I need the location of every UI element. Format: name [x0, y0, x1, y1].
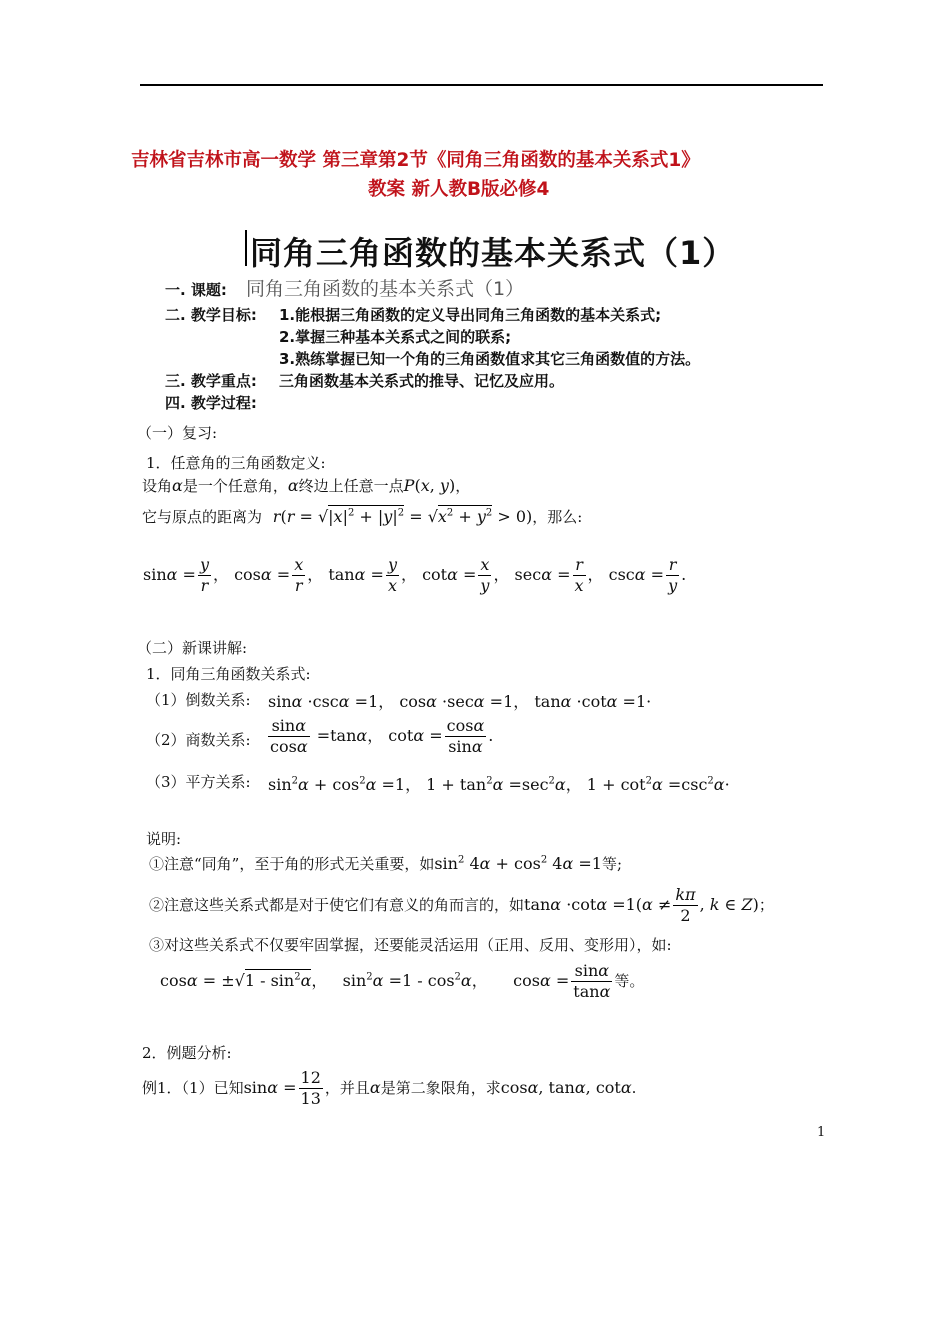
examples-heading: 2．例题分析: — [142, 1044, 232, 1062]
notes-heading: 说明: — [146, 830, 182, 848]
goal-2: 2.掌握三种基本关系式之间的联系; — [279, 328, 512, 346]
review-item-1: 1．任意角的三角函数定义: — [146, 454, 326, 472]
square-label: （3）平方关系: — [146, 773, 251, 791]
new-lesson-item-1: 1．同角三角函数关系式: — [146, 665, 311, 683]
course-value: 同角三角函数的基本关系式（1） — [246, 278, 525, 300]
process-label: 四. 教学过程: — [165, 394, 257, 412]
goal-3: 3.熟练掌握已知一个角的三角函数值求其它三角函数值的方法。 — [279, 350, 701, 368]
note-1: ①注意“同角”，至于角的形式无关重要，如$\sin^2 4\alpha + \cos^2 4\alpha =1$等; — [149, 854, 623, 873]
square-formulas: $\sin^2\alpha + \cos^2\alpha =1$， $1 + \tan^2\alpha =\sec^2\alpha$， $1 + \cot^2\alpha =\csc^2\alpha\cdot$ — [268, 775, 730, 794]
quotient-formulas: $\frac{\sin\alpha}{\cos\alpha}$ =tanα， cotα = $\frac{\cos\alpha}{\sin\alpha}$ . — [270, 716, 494, 756]
header-rule — [140, 84, 823, 86]
reciprocal-formulas: sinα ·cscα =1， cosα ·secα =1， tanα ·cotα =1· — [268, 692, 652, 711]
page-number: 1 — [817, 1125, 826, 1140]
definition-line: 设角α是一个任意角，α终边上任意一点P(x, y)， — [142, 476, 471, 495]
goals-label: 二. 教学目标: — [165, 306, 257, 324]
new-lesson-heading: （二）新课讲解: — [137, 639, 248, 657]
doc-title-line1: 吉林省吉林市高一数学 第三章第2节《同角三角函数的基本关系式1》 — [131, 150, 700, 171]
note-3-formulas: $\cos\alpha = \pm√1 - \sin^2\alpha$， $\sin^2\alpha =1 - \cos^2\alpha$， cosα = $\frac{\sin\alpha}{\tan\alpha}$ 等。 — [160, 961, 645, 1001]
note-2: ②注意这些关系式都是对于使它们有意义的角而言的，如tanα ·cotα =1(α ≠ $\frac{k\pi}{2}$ , k ∈ Z)； — [149, 885, 774, 925]
goal-1: 1.能根据三角函数的定义导出同角三角函数的基本关系式; — [279, 306, 662, 324]
note-3: ③对这些关系式不仅要牢固掌握，还要能灵活运用（正用、反用、变形用），如: — [149, 936, 672, 954]
focus-value: 三角函数基本关系式的推导、记忆及应用。 — [279, 372, 565, 390]
course-label: 一. 课题: — [165, 281, 227, 299]
distance-line: 它与原点的距离为 $r(r = √|x|^2 + |y|^2 = √x^2 + y^2 > 0)$，那么: — [142, 507, 583, 526]
focus-label: 三. 教学重点: — [165, 372, 257, 390]
title-bar — [245, 230, 247, 266]
example-1: 例1．（1）已知sinα = $\frac{12}{13}$ ，并且α是第二象限角，求cosα, tanα, cotα. — [142, 1068, 637, 1108]
doc-title-line2: 教案 新人教B版必修4 — [368, 179, 550, 200]
quotient-label: （2）商数关系: — [146, 731, 251, 749]
review-heading: （一）复习: — [137, 424, 218, 442]
trig-definitions: sinα = $\frac{y}{r}$ ， cosα = $\frac{x}{r}$ ， tanα = $\frac{y}{x}$ ， cotα = $\frac{x}{y}$ ， secα = $\frac{r}{x}$ ， cscα = $\frac{r}{y}$ . — [143, 555, 687, 595]
reciprocal-label: （1）倒数关系: — [146, 691, 251, 709]
main-title: 同角三角函数的基本关系式（1） — [250, 234, 736, 272]
